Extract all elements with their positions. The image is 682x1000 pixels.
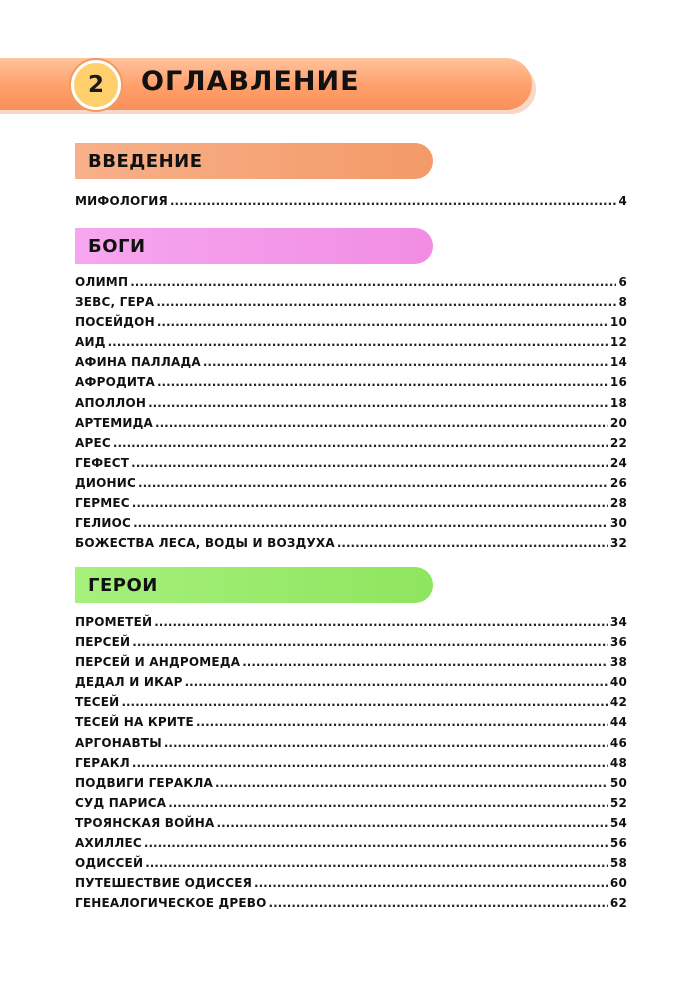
toc-entry-page: 54 [609, 815, 627, 830]
toc-entry-label: ЗЕВС, ГЕРА [75, 295, 155, 310]
toc-entry-label: БОЖЕСТВА ЛЕСА, ВОДЫ И ВОЗДУХА [75, 536, 335, 551]
toc-entry-label: АРГОНАВТЫ [75, 735, 162, 750]
toc-entry-label: СУД ПАРИСА [75, 795, 167, 810]
toc-entry[interactable] [75, 536, 627, 556]
toc-entry-label: АХИЛЛЕС [75, 836, 142, 851]
toc-entry-page: 36 [609, 635, 627, 650]
toc-entry-label: ТРОЯНСКАЯ ВОЙНА [75, 815, 215, 830]
toc-dot-leader [215, 776, 608, 790]
toc-entry[interactable] [75, 516, 627, 536]
section-heading-gods: БОГИ [75, 228, 433, 264]
toc-dot-leader [155, 416, 608, 430]
toc-entry[interactable] [75, 476, 627, 496]
toc-entry-page: 46 [609, 735, 627, 750]
toc-entry-page: 8 [618, 295, 627, 310]
toc-entry-page: 10 [609, 315, 627, 330]
toc-dot-leader [144, 836, 608, 850]
toc-entry-page: 12 [609, 335, 627, 350]
toc-entry-page: 42 [609, 695, 627, 710]
toc-entry-page: 6 [618, 275, 627, 289]
toc-entry-label: ДЕДАЛ И ИКАР [75, 675, 183, 690]
toc-dot-leader [337, 536, 608, 550]
toc-entry-label: АРЕС [75, 435, 111, 450]
toc-entry-label: МИФОЛОГИЯ [75, 194, 168, 208]
toc-entry-label: ПОСЕЙДОН [75, 315, 155, 330]
toc-entry-label: ОДИССЕЙ [75, 856, 144, 871]
page-title: ОГЛАВЛЕНИЕ [141, 66, 360, 97]
toc-entry[interactable] [75, 355, 627, 375]
toc-entry-label: ДИОНИС [75, 475, 137, 490]
toc-dot-leader [121, 695, 607, 709]
toc-entry-label: АПОЛЛОН [75, 395, 147, 410]
toc-entry-page: 14 [609, 355, 627, 370]
toc-entry-label: ПЕРСЕЙ [75, 635, 131, 650]
toc-entry[interactable] [75, 275, 627, 295]
toc-dot-leader [203, 355, 608, 369]
toc-entry[interactable] [75, 194, 627, 214]
section-heading-heroes: ГЕРОИ [75, 567, 433, 603]
toc-dot-leader [145, 856, 608, 870]
toc-entry-page: 52 [609, 795, 627, 810]
toc-list-intro [75, 194, 627, 214]
toc-entry-page: 60 [609, 876, 627, 891]
toc-entry-label: АРТЕМИДА [75, 415, 154, 430]
toc-dot-leader [148, 396, 608, 410]
toc-entry-label: ГЕФЕСТ [75, 455, 130, 470]
toc-entry[interactable] [75, 896, 627, 916]
toc-dot-leader [269, 896, 608, 910]
toc-entry-page: 56 [609, 836, 627, 851]
toc-list-gods [75, 275, 627, 556]
toc-entry-label: АФИНА ПАЛЛАДА [75, 355, 201, 370]
toc-entry-label: ПРОМЕТЕЙ [75, 615, 153, 629]
toc-entry[interactable] [75, 655, 627, 675]
toc-entry-page: 40 [609, 675, 627, 690]
toc-entry[interactable] [75, 816, 627, 836]
toc-dot-leader [185, 675, 608, 689]
toc-entry-page: 4 [618, 194, 627, 208]
toc-dot-leader [108, 335, 608, 349]
toc-entry[interactable] [75, 695, 627, 715]
toc-entry-page: 26 [609, 475, 627, 490]
toc-dot-leader [132, 756, 608, 770]
toc-entry[interactable] [75, 856, 627, 876]
toc-entry-label: ПОДВИГИ ГЕРАКЛА [75, 775, 213, 790]
toc-dot-leader [196, 715, 608, 729]
toc-entry-page: 18 [609, 395, 627, 410]
toc-entry[interactable] [75, 295, 627, 315]
toc-entry[interactable] [75, 416, 627, 436]
toc-entry[interactable] [75, 396, 627, 416]
toc-dot-leader [156, 295, 616, 309]
toc-dot-leader [254, 876, 608, 890]
toc-dot-leader [170, 194, 616, 208]
toc-entry-page: 30 [609, 516, 627, 531]
toc-entry-label: ПУТЕШЕСТВИЕ ОДИССЕЯ [75, 876, 253, 891]
toc-dot-leader [133, 516, 608, 530]
toc-dot-leader [154, 615, 608, 629]
toc-dot-leader [130, 275, 616, 289]
toc-dot-leader [242, 655, 608, 669]
toc-dot-leader [138, 476, 608, 490]
toc-entry-label: АИД [75, 335, 106, 350]
toc-entry-label: ТЕСЕЙ НА КРИТЕ [75, 715, 194, 730]
toc-entry-page: 34 [609, 615, 627, 629]
toc-entry-page: 48 [609, 755, 627, 770]
toc-entry[interactable] [75, 736, 627, 756]
toc-entry[interactable] [75, 496, 627, 516]
toc-entry[interactable] [75, 436, 627, 456]
toc-dot-leader [131, 456, 608, 470]
toc-dot-leader [132, 635, 608, 649]
toc-dot-leader [168, 796, 608, 810]
toc-dot-leader [164, 736, 608, 750]
toc-entry-page: 32 [609, 536, 627, 551]
toc-entry-label: АФРОДИТА [75, 375, 155, 390]
toc-entry[interactable] [75, 315, 627, 335]
toc-entry-page: 58 [609, 856, 627, 871]
toc-entry-page: 22 [609, 435, 627, 450]
toc-entry-page: 20 [609, 415, 627, 430]
toc-entry-label: ПЕРСЕЙ И АНДРОМЕДА [75, 655, 241, 670]
toc-entry[interactable] [75, 675, 627, 695]
toc-entry-label: ГЕРАКЛ [75, 755, 130, 770]
toc-dot-leader [132, 496, 608, 510]
toc-entry[interactable] [75, 635, 627, 655]
toc-entry-label: ГЕРМЕС [75, 496, 130, 511]
toc-entry-page: 28 [609, 496, 627, 511]
toc-dot-leader [113, 436, 608, 450]
toc-entry[interactable] [75, 776, 627, 796]
toc-dot-leader [157, 375, 608, 389]
chapter-number-badge: 2 [71, 60, 121, 110]
toc-entry[interactable] [75, 335, 627, 355]
toc-entry[interactable] [75, 836, 627, 856]
toc-entry[interactable] [75, 375, 627, 395]
toc-entry[interactable] [75, 796, 627, 816]
toc-entry-label: ГЕНЕАЛОГИЧЕСКОЕ ДРЕВО [75, 896, 267, 911]
toc-entry-label: ОЛИМП [75, 275, 129, 289]
toc-entry-page: 50 [609, 775, 627, 790]
toc-entry-label: ГЕЛИОС [75, 516, 132, 531]
toc-entry-page: 24 [609, 455, 627, 470]
toc-dot-leader [217, 816, 608, 830]
toc-entry[interactable] [75, 715, 627, 735]
toc-entry[interactable] [75, 615, 627, 635]
section-heading-intro: ВВЕДЕНИЕ [75, 143, 433, 179]
toc-dot-leader [157, 315, 608, 329]
toc-entry[interactable] [75, 876, 627, 896]
toc-entry[interactable] [75, 456, 627, 476]
toc-entry-page: 38 [609, 655, 627, 670]
toc-entry-page: 44 [609, 715, 627, 730]
toc-entry[interactable] [75, 756, 627, 776]
toc-entry-page: 16 [609, 375, 627, 390]
toc-entry-label: ТЕСЕЙ [75, 695, 120, 710]
toc-entry-page: 62 [609, 896, 627, 911]
toc-list-heroes [75, 615, 627, 916]
